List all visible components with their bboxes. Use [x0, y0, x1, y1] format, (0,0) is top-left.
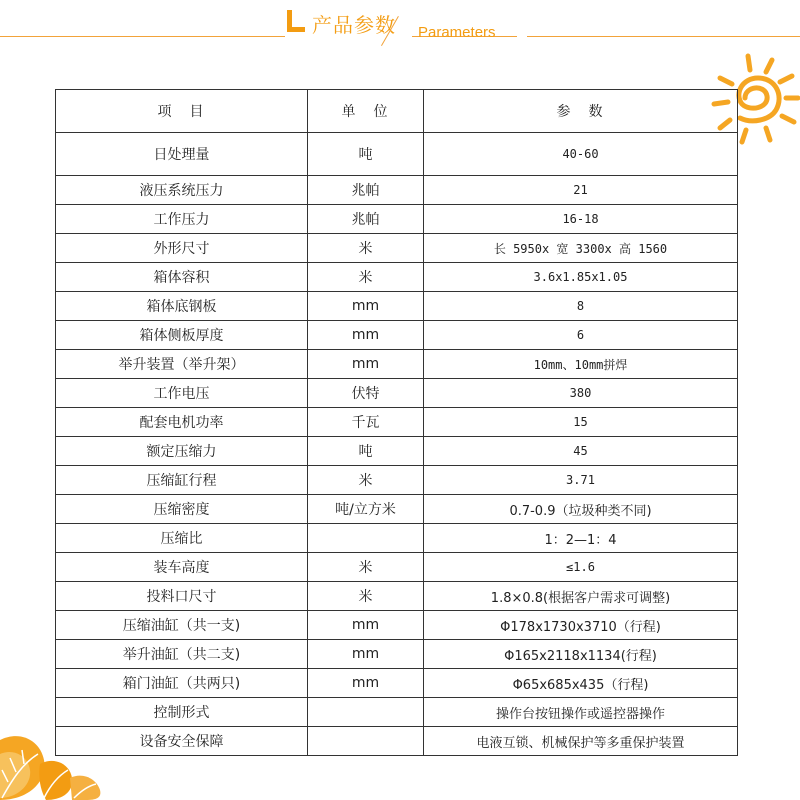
- table-row: [56, 321, 738, 350]
- row-value: Φ65x685x435（行程): [424, 669, 738, 698]
- row-value: 6: [424, 321, 738, 350]
- table-row: [56, 234, 738, 263]
- row-item: 额定压缩力: [56, 437, 308, 466]
- table-row: [56, 640, 738, 669]
- table-row: [56, 582, 738, 611]
- table-header-row: [56, 90, 738, 133]
- row-item: 压缩油缸（共一支): [56, 611, 308, 640]
- row-value: 3.6x1.85x1.05: [424, 263, 738, 292]
- row-value: Φ178x1730x3710（行程): [424, 611, 738, 640]
- table-row: [56, 669, 738, 698]
- section-header: [0, 0, 800, 60]
- row-value: 电液互锁、机械保护等多重保护装置: [424, 727, 738, 756]
- row-item: 液压系统压力: [56, 176, 308, 205]
- table-row: [56, 263, 738, 292]
- row-unit: 千瓦: [308, 408, 424, 437]
- row-item: 箱体侧板厚度: [56, 321, 308, 350]
- row-value: 长 5950x 宽 3300x 高 1560: [424, 234, 738, 263]
- row-unit: mm: [308, 292, 424, 321]
- row-item: 压缩密度: [56, 495, 308, 524]
- row-item: 箱体底钢板: [56, 292, 308, 321]
- row-unit: 米: [308, 553, 424, 582]
- row-unit: 米: [308, 234, 424, 263]
- row-value: ≤1.6: [424, 553, 738, 582]
- row-value: 40-60: [424, 133, 738, 176]
- row-value: 45: [424, 437, 738, 466]
- row-value: 16-18: [424, 205, 738, 234]
- table-row: [56, 176, 738, 205]
- row-unit: [308, 524, 424, 553]
- l-bracket-icon: [287, 10, 307, 32]
- row-value: 15: [424, 408, 738, 437]
- row-unit: [308, 698, 424, 727]
- row-item: 工作电压: [56, 379, 308, 408]
- row-unit: 吨: [308, 437, 424, 466]
- parameters-table: [55, 89, 738, 756]
- row-unit: mm: [308, 669, 424, 698]
- row-unit: mm: [308, 640, 424, 669]
- table-row: [56, 437, 738, 466]
- row-value: 1.8×0.8(根据客户需求可调整): [424, 582, 738, 611]
- row-item: 外形尺寸: [56, 234, 308, 263]
- row-item: 装车高度: [56, 553, 308, 582]
- header-unit: 单 位: [308, 90, 424, 133]
- row-item: 举升油缸（共二支): [56, 640, 308, 669]
- header-divider-right: [527, 36, 800, 37]
- section-title-en: Parameters: [418, 24, 496, 41]
- row-item: 设备安全保障: [56, 727, 308, 756]
- row-item: 箱体容积: [56, 263, 308, 292]
- row-unit: 米: [308, 582, 424, 611]
- row-unit: mm: [308, 611, 424, 640]
- row-unit: 吨/立方米: [308, 495, 424, 524]
- row-item: 压缩比: [56, 524, 308, 553]
- row-value: 380: [424, 379, 738, 408]
- row-value: 3.71: [424, 466, 738, 495]
- table-row: [56, 495, 738, 524]
- table-row: [56, 553, 738, 582]
- row-item: 投料口尺寸: [56, 582, 308, 611]
- row-value: 21: [424, 176, 738, 205]
- row-unit: 伏特: [308, 379, 424, 408]
- header-item: 项 目: [56, 90, 308, 133]
- header-divider-left: [0, 36, 285, 37]
- row-value: 10mm、10mm拼焊: [424, 350, 738, 379]
- row-item: 箱门油缸（共两只): [56, 669, 308, 698]
- table-row: [56, 466, 738, 495]
- row-item: 控制形式: [56, 698, 308, 727]
- row-unit: 米: [308, 466, 424, 495]
- row-value: 操作台按钮操作或遥控器操作: [424, 698, 738, 727]
- row-item: 工作压力: [56, 205, 308, 234]
- table-row: [56, 205, 738, 234]
- row-unit: [308, 727, 424, 756]
- table-row: [56, 611, 738, 640]
- table-row: [56, 133, 738, 176]
- table-row: [56, 698, 738, 727]
- table-row: [56, 292, 738, 321]
- row-unit: mm: [308, 350, 424, 379]
- row-item: 配套电机功率: [56, 408, 308, 437]
- row-unit: 兆帕: [308, 176, 424, 205]
- row-unit: 米: [308, 263, 424, 292]
- row-item: 日处理量: [56, 133, 308, 176]
- header-value: 参 数: [424, 90, 738, 133]
- row-value: 0.7-0.9（垃圾种类不同): [424, 495, 738, 524]
- row-unit: 吨: [308, 133, 424, 176]
- row-unit: mm: [308, 321, 424, 350]
- table-row: [56, 524, 738, 553]
- row-value: Φ165x2118x1134(行程): [424, 640, 738, 669]
- section-title-cn: 产品参数: [312, 13, 396, 37]
- row-value: 1：2—1：4: [424, 524, 738, 553]
- row-unit: 兆帕: [308, 205, 424, 234]
- table-row: [56, 727, 738, 756]
- row-item: 压缩缸行程: [56, 466, 308, 495]
- table-row: [56, 379, 738, 408]
- row-item: 举升装置（举升架）: [56, 350, 308, 379]
- row-value: 8: [424, 292, 738, 321]
- table-row: [56, 408, 738, 437]
- table-row: [56, 350, 738, 379]
